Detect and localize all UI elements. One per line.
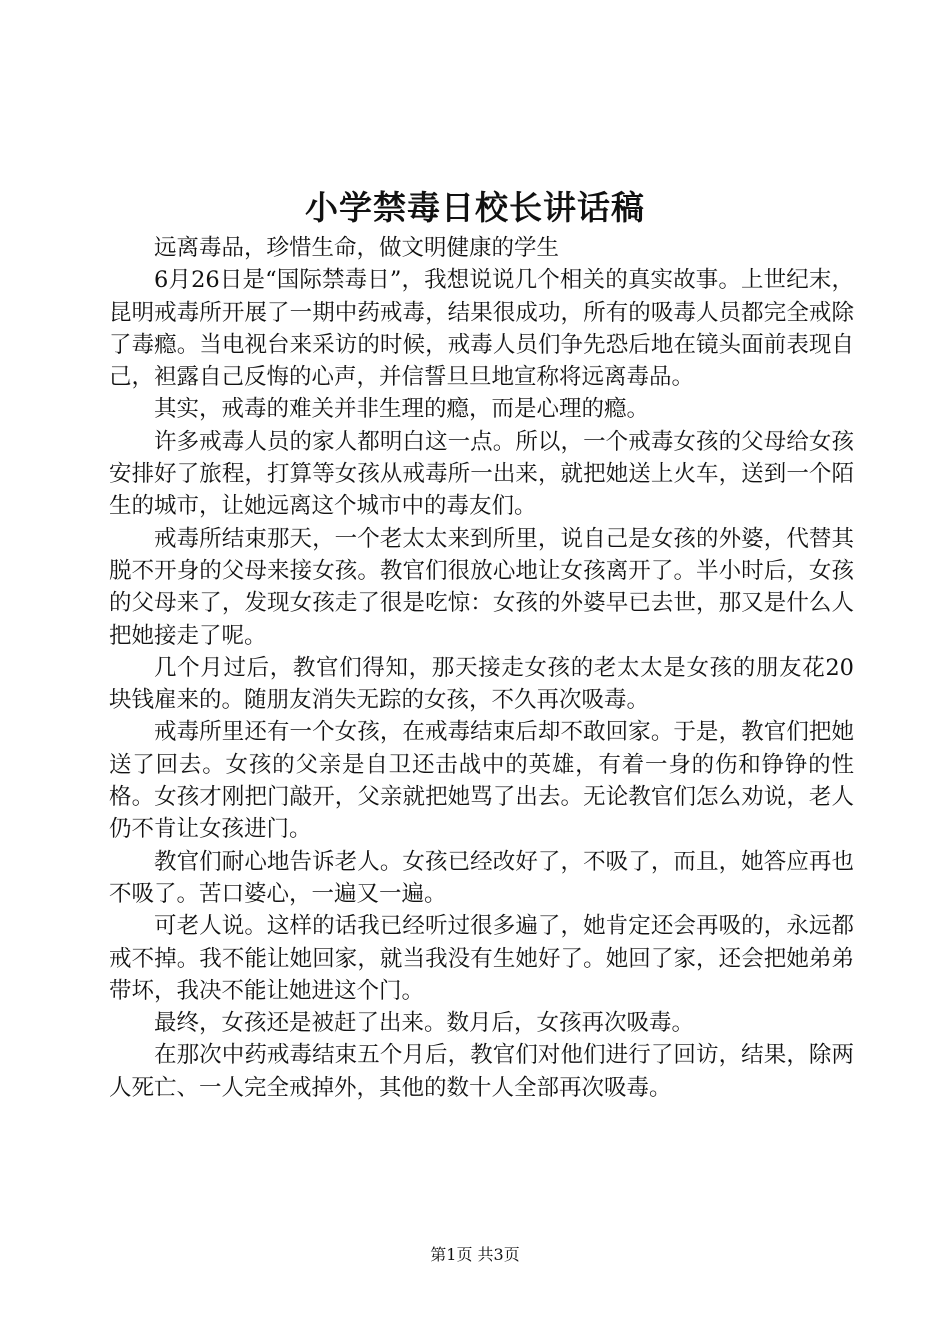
body-paragraph: 最终，女孩还是被赶了出来。数月后，女孩再次吸毒。 bbox=[154, 1010, 695, 1037]
body-paragraph: 6月26日是“国际禁毒日”，我想说说几个相关的真实故事。上世纪末，昆明戒毒所开展了一期中药戒毒，结果很成功，所有的吸毒人员都完全戒除了毒瘾。当电视台来采访的时候，戒毒人员们争先恐后地在镜头面前表现自己，袒露自己反悔的心声，并信誓旦旦地宣称将远离毒品。 bbox=[109, 267, 854, 391]
document-title: 小学禁毒日校长讲话稿 bbox=[305, 188, 645, 227]
subtitle-paragraph: 远离毒品，珍惜生命，做文明健康的学生 bbox=[154, 235, 560, 261]
body-paragraph: 可老人说。这样的话我已经听过很多遍了，她肯定还会再吸的，永远都戒不掉。我不能让她回家，就当我没有生她好了。她回了家，还会把她弟弟带坏，我决不能让她进这个门。 bbox=[109, 913, 854, 1004]
body-paragraph: 在那次中药戒毒结束五个月后，教官们对他们进行了回访，结果，除两人死亡、一人完全戒掉外，其他的数十人全部再次吸毒。 bbox=[109, 1042, 854, 1101]
body-paragraph: 教官们耐心地告诉老人。女孩已经改好了，不吸了，而且，她答应再也不吸了。苦口婆心，一遍又一遍。 bbox=[109, 848, 854, 907]
body-paragraph: 几个月过后，教官们得知，那天接走女孩的老太太是女孩的朋友花20块钱雇来的。随朋友消失无踪的女孩，不久再次吸毒。 bbox=[109, 654, 854, 714]
page-number-footer: 第1页 共3页 bbox=[430, 1245, 520, 1264]
document-body bbox=[109, 232, 854, 1104]
body-paragraph: 戒毒所里还有一个女孩，在戒毒结束后却不敢回家。于是，教官们把她送了回去。女孩的父亲是自卫还击战中的英雄，有着一身的伤和铮铮的性格。女孩才刚把门敲开，父亲就把她骂了出去。无论教官们怎么劝说，老人仍不肯让女孩进门。 bbox=[109, 719, 854, 843]
body-paragraph: 许多戒毒人员的家人都明白这一点。所以，一个戒毒女孩的父母给女孩安排好了旅程，打算等女孩从戒毒所一出来，就把她送上火车，送到一个陌生的城市，让她远离这个城市中的毒友们。 bbox=[109, 428, 854, 520]
body-paragraph: 戒毒所结束那天，一个老太太来到所里，说自己是女孩的外婆，代替其脱不开身的父母来接女孩。教官们很放心地让女孩离开了。半小时后，女孩的父母来了，发现女孩走了很是吃惊：女孩的外婆早已去世，那又是什么人把她接走了呢。 bbox=[109, 525, 854, 649]
body-paragraph: 其实，戒毒的难关并非生理的瘾，而是心理的瘾。 bbox=[154, 396, 650, 423]
